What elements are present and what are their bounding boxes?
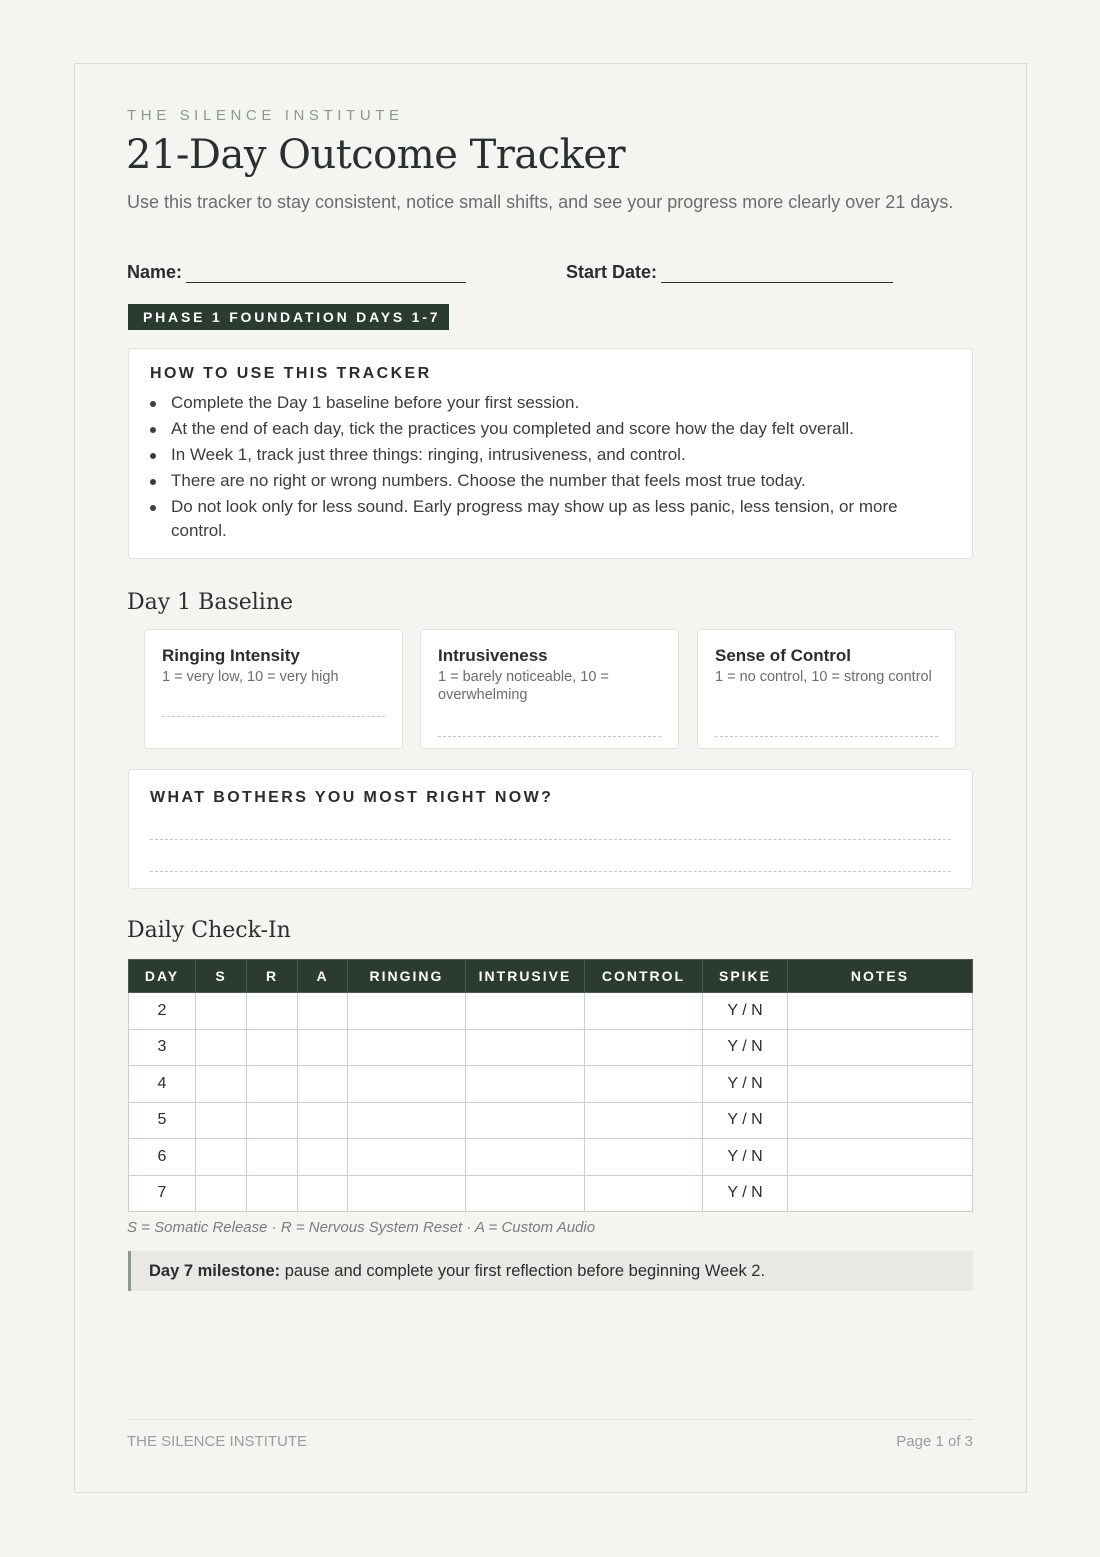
s-cell[interactable] <box>196 1066 247 1103</box>
intrusive-cell[interactable] <box>466 1102 585 1139</box>
spike-cell[interactable]: Y / N <box>703 1066 788 1103</box>
r-cell[interactable] <box>247 1175 298 1212</box>
r-cell[interactable] <box>247 1139 298 1176</box>
notes-cell[interactable] <box>788 1102 973 1139</box>
baseline-card-ringing <box>144 629 403 749</box>
start-date-label: Start Date: <box>566 262 658 282</box>
notes-cell[interactable] <box>788 1029 973 1066</box>
how-to-list <box>150 391 940 545</box>
baseline-card-desc: 1 = no control, 10 = strong control <box>715 669 932 685</box>
control-cell[interactable] <box>585 1139 703 1176</box>
column-header-ringing: RINGING <box>348 960 466 993</box>
control-cell[interactable] <box>585 1175 703 1212</box>
column-header-a: A <box>298 960 348 993</box>
s-cell[interactable] <box>196 993 247 1030</box>
column-header-spike: SPIKE <box>703 960 788 993</box>
baseline-heading: Day 1 Baseline <box>127 590 294 615</box>
control-cell[interactable] <box>585 1066 703 1103</box>
checkin-table <box>128 959 973 1212</box>
baseline-answer-line[interactable] <box>715 736 938 737</box>
ringing-cell[interactable] <box>348 1029 466 1066</box>
how-to-heading: HOW TO USE THIS TRACKER <box>150 365 432 382</box>
table-row <box>129 1029 973 1066</box>
footer-org-name: THE SILENCE INSTITUTE <box>127 1433 308 1450</box>
list-item: In Week 1, track just three things: ringing, intrusiveness, and control. <box>150 443 940 467</box>
day-cell: 2 <box>129 993 196 1030</box>
day-cell: 7 <box>129 1175 196 1212</box>
baseline-card-control <box>697 629 956 749</box>
column-header-day: DAY <box>129 960 196 993</box>
list-item: Complete the Day 1 baseline before your first session. <box>150 391 940 415</box>
baseline-card-intrusiveness <box>420 629 679 749</box>
checkin-heading: Daily Check-In <box>127 918 291 943</box>
s-cell[interactable] <box>196 1029 247 1066</box>
baseline-answer-line[interactable] <box>438 736 661 737</box>
footer-divider <box>127 1419 973 1420</box>
a-cell[interactable] <box>298 1139 348 1176</box>
spike-cell[interactable]: Y / N <box>703 1029 788 1066</box>
intrusive-cell[interactable] <box>466 1139 585 1176</box>
s-cell[interactable] <box>196 1139 247 1176</box>
control-cell[interactable] <box>585 993 703 1030</box>
column-header-control: CONTROL <box>585 960 703 993</box>
milestone-label: Day 7 milestone: <box>149 1262 281 1280</box>
ringing-cell[interactable] <box>348 1066 466 1103</box>
list-item: Do not look only for less sound. Early progress may show up as less panic, less tension, or more control. <box>150 495 940 542</box>
s-cell[interactable] <box>196 1175 247 1212</box>
notes-cell[interactable] <box>788 1066 973 1103</box>
table-row <box>129 1102 973 1139</box>
ringing-cell[interactable] <box>348 1102 466 1139</box>
list-item: At the end of each day, tick the practices you completed and score how the day felt overall. <box>150 417 940 441</box>
r-cell[interactable] <box>247 1029 298 1066</box>
name-field[interactable] <box>127 262 466 283</box>
day-cell: 3 <box>129 1029 196 1066</box>
a-cell[interactable] <box>298 1102 348 1139</box>
bothers-answer-line[interactable] <box>150 839 951 840</box>
spike-cell[interactable]: Y / N <box>703 993 788 1030</box>
r-cell[interactable] <box>247 1102 298 1139</box>
bothers-answer-line[interactable] <box>150 871 951 872</box>
spike-cell[interactable]: Y / N <box>703 1175 788 1212</box>
a-cell[interactable] <box>298 1066 348 1103</box>
page-title: 21-Day Outcome Tracker <box>126 132 626 178</box>
intrusive-cell[interactable] <box>466 993 585 1030</box>
page-number: Page 1 of 3 <box>896 1433 973 1450</box>
bothers-card <box>128 769 973 889</box>
table-row <box>129 1139 973 1176</box>
table-header-row <box>129 960 973 993</box>
ringing-cell[interactable] <box>348 1175 466 1212</box>
ringing-cell[interactable] <box>348 993 466 1030</box>
baseline-card-desc: 1 = barely noticeable, 10 = overwhelming <box>438 669 609 703</box>
table-row <box>129 1066 973 1103</box>
control-cell[interactable] <box>585 1029 703 1066</box>
table-row <box>129 1175 973 1212</box>
baseline-card-title: Intrusiveness <box>438 646 548 665</box>
r-cell[interactable] <box>247 1066 298 1103</box>
page-subtitle: Use this tracker to stay consistent, notice small shifts, and see your progress more clearly over 21 days. <box>127 192 954 212</box>
baseline-card-title: Sense of Control <box>715 646 852 665</box>
name-line[interactable] <box>186 265 466 283</box>
intrusive-cell[interactable] <box>466 1175 585 1212</box>
eyebrow-org-name: THE SILENCE INSTITUTE <box>127 107 404 124</box>
fields-row <box>127 262 973 286</box>
control-cell[interactable] <box>585 1102 703 1139</box>
name-label: Name: <box>127 262 183 282</box>
milestone-callout <box>128 1251 973 1291</box>
notes-cell[interactable] <box>788 993 973 1030</box>
notes-cell[interactable] <box>788 1139 973 1176</box>
intrusive-cell[interactable] <box>466 1066 585 1103</box>
a-cell[interactable] <box>298 1029 348 1066</box>
spike-cell[interactable]: Y / N <box>703 1102 788 1139</box>
column-header-s: S <box>196 960 247 993</box>
a-cell[interactable] <box>298 1175 348 1212</box>
column-header-r: R <box>247 960 298 993</box>
day-cell: 4 <box>129 1066 196 1103</box>
column-header-intrusive: INTRUSIVE <box>466 960 585 993</box>
how-to-card <box>128 348 973 559</box>
table-legend: S = Somatic Release · R = Nervous System Reset · A = Custom Audio <box>127 1219 596 1236</box>
r-cell[interactable] <box>247 993 298 1030</box>
milestone-text: pause and complete your first reflection before beginning Week 2. <box>280 1262 766 1280</box>
intrusive-cell[interactable] <box>466 1029 585 1066</box>
start-date-field[interactable] <box>566 262 893 283</box>
ringing-cell[interactable] <box>348 1139 466 1176</box>
baseline-card-desc: 1 = very low, 10 = very high <box>162 669 339 685</box>
bothers-heading: WHAT BOTHERS YOU MOST RIGHT NOW? <box>150 789 554 806</box>
baseline-answer-line[interactable] <box>162 716 385 717</box>
column-header-notes: NOTES <box>788 960 973 993</box>
day-cell: 5 <box>129 1102 196 1139</box>
a-cell[interactable] <box>298 993 348 1030</box>
list-item: There are no right or wrong numbers. Choose the number that feels most true today. <box>150 469 940 493</box>
table-row <box>129 993 973 1030</box>
day-cell: 6 <box>129 1139 196 1176</box>
start-date-line[interactable] <box>661 265 893 283</box>
notes-cell[interactable] <box>788 1175 973 1212</box>
s-cell[interactable] <box>196 1102 247 1139</box>
phase-badge: PHASE 1 FOUNDATION DAYS 1-7 <box>128 304 449 330</box>
spike-cell[interactable]: Y / N <box>703 1139 788 1176</box>
baseline-card-title: Ringing Intensity <box>162 646 300 665</box>
